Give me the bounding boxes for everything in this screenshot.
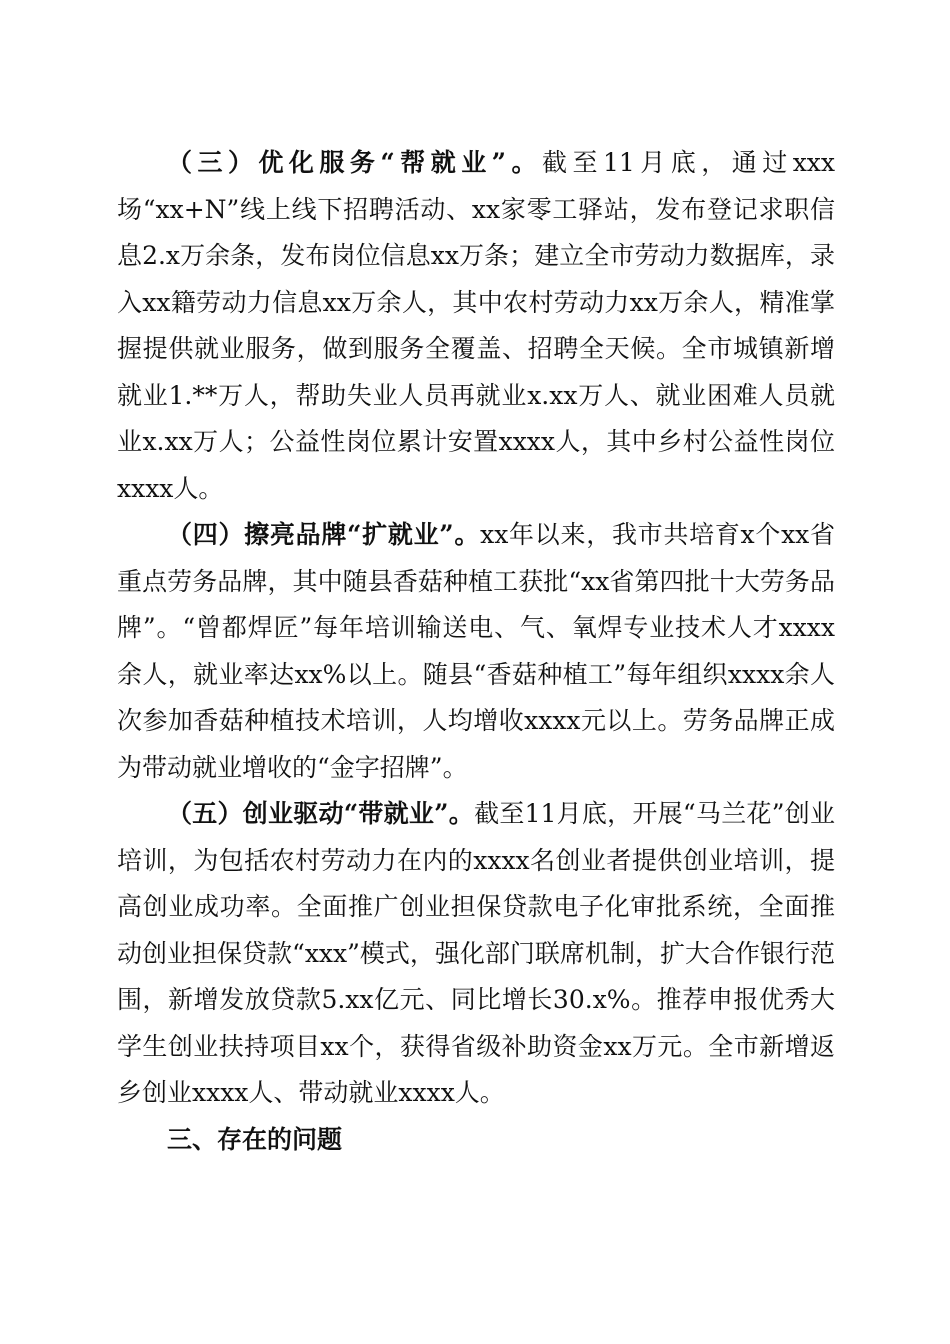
- paragraph-5-lead: （五）创业驱动“带就业”。: [167, 799, 475, 828]
- paragraph-5: [117, 791, 835, 1117]
- paragraph-5-body: 截至11月底，开展“马兰花”创业培训，为包括农村劳动力在内的xxxx名创业者提供创业培训，提高创业成功率。全面推广创业担保贷款电子化审批系统，全面推动创业担保贷款“xxx”模式，强化部门联席机制，扩大合作银行范围，新增发放贷款5.xx亿元、同比增长30.x%。推荐申报优秀大学生创业扶持项目xx个，获得省级补助资金xx万元。全市新增返乡创业xxxx人、带动就业xxxx人。: [117, 799, 836, 1107]
- paragraph-3-lead: （三）优化服务“帮就业”。: [167, 148, 543, 177]
- paragraph-4: [117, 512, 835, 791]
- paragraph-4-body: xx年以来，我市共培育x个xx省重点劳务品牌，其中随县香菇种植工获批“xx省第四批十大劳务品牌”。“曾都焊匠”每年培训输送电、气、氧焊专业技术人才xxxx余人，就业率达xx%以上。随县“香菇种植工”每年组织xxxx余人次参加香菇种植技术培训，人均增收xxxx元以上。劳务品牌正成为带动就业增收的“金字招牌”。: [117, 520, 836, 782]
- document-body: [117, 140, 835, 1163]
- paragraph-3-body: 截至11月底，通过xxx场“xx+N”线上线下招聘活动、xx家零工驿站，发布登记求职信息2.x万余条，发布岗位信息xx万条；建立全市劳动力数据库，录入xx籍劳动力信息xx万余人，其中农村劳动力xx万余人，精准掌握提供就业服务，做到服务全覆盖、招聘全天候。全市城镇新增就业1.**万人，帮助失业人员再就业x.xx万人、就业困难人员就业x.xx万人；公益性岗位累计安置xxxx人，其中乡村公益性岗位xxxx人。: [117, 148, 835, 503]
- paragraph-4-lead: （四）擦亮品牌“扩就业”。: [167, 520, 481, 549]
- section-heading: 三、存在的问题: [167, 1124, 343, 1154]
- paragraph-3: [117, 140, 835, 512]
